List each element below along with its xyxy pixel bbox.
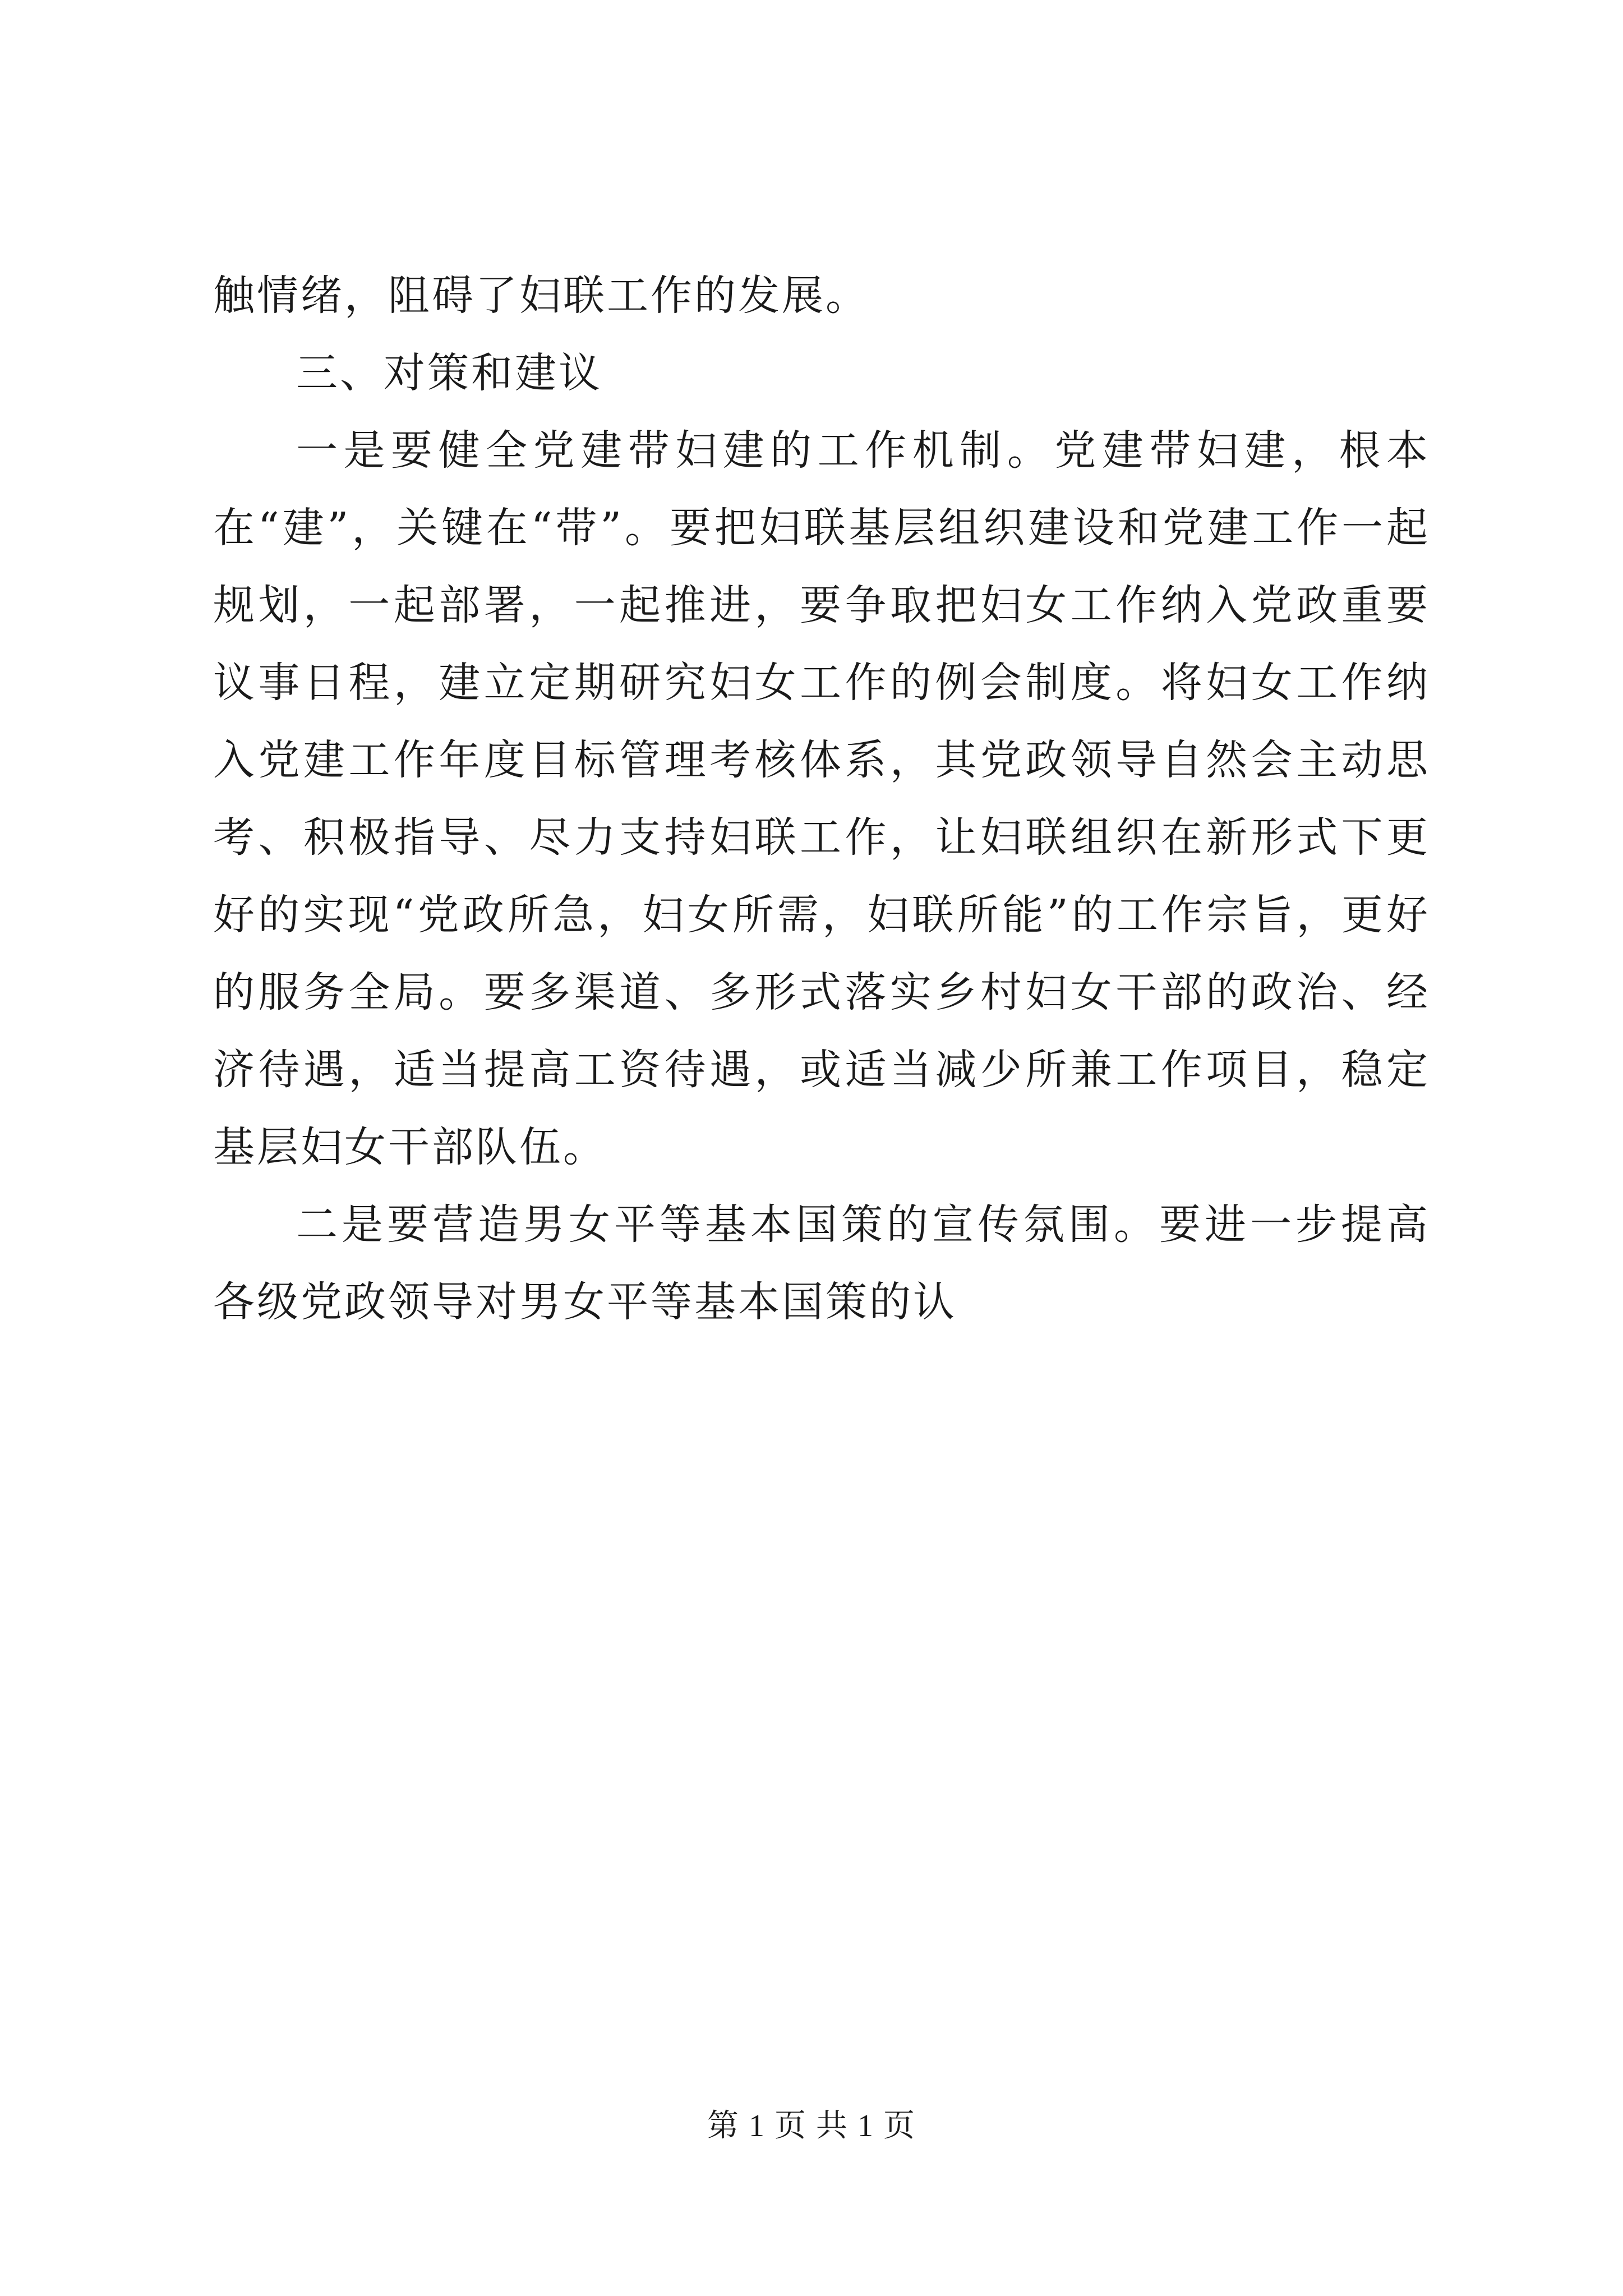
section-heading: 三、对策和建议 [296, 349, 602, 397]
page-footer: 第 1 页 共 1 页 [707, 2109, 916, 2143]
paragraph-second-measure: 二是要营造男女平等基本国策的宣传氛围。要进一步提高各级党政领导对男女平等基本国策的认 [213, 1200, 1430, 1326]
paragraph-continuation: 触情绪，阻碍了妇联工作的发展。 [213, 272, 869, 320]
document-body [213, 257, 1430, 1341]
paragraph-first-measure: 一是要健全党建带妇建的工作机制。党建带妇建，根本在“建”，关键在“带”。要把妇联基层组织建设和党建工作一起规划，一起部署，一起推进，要争取把妇女工作纳入党政重要议事日程，建立定期研究妇女工作的例会制度。将妇女工作纳入党建工作年度目标管理考核体系，其党政领导自然会主动思考、积极指导、尽力支持妇联工作，让妇联组织在新形式下更好的实现“党政所急，妇女所需，妇联所能”的工作宗旨，更好的服务全局。要多渠道、多形式落实乡村妇女干部的政治、经济待遇，适当提高工资待遇，或适当减少所兼工作项目，稳定基层妇女干部队伍。 [213, 426, 1430, 1171]
